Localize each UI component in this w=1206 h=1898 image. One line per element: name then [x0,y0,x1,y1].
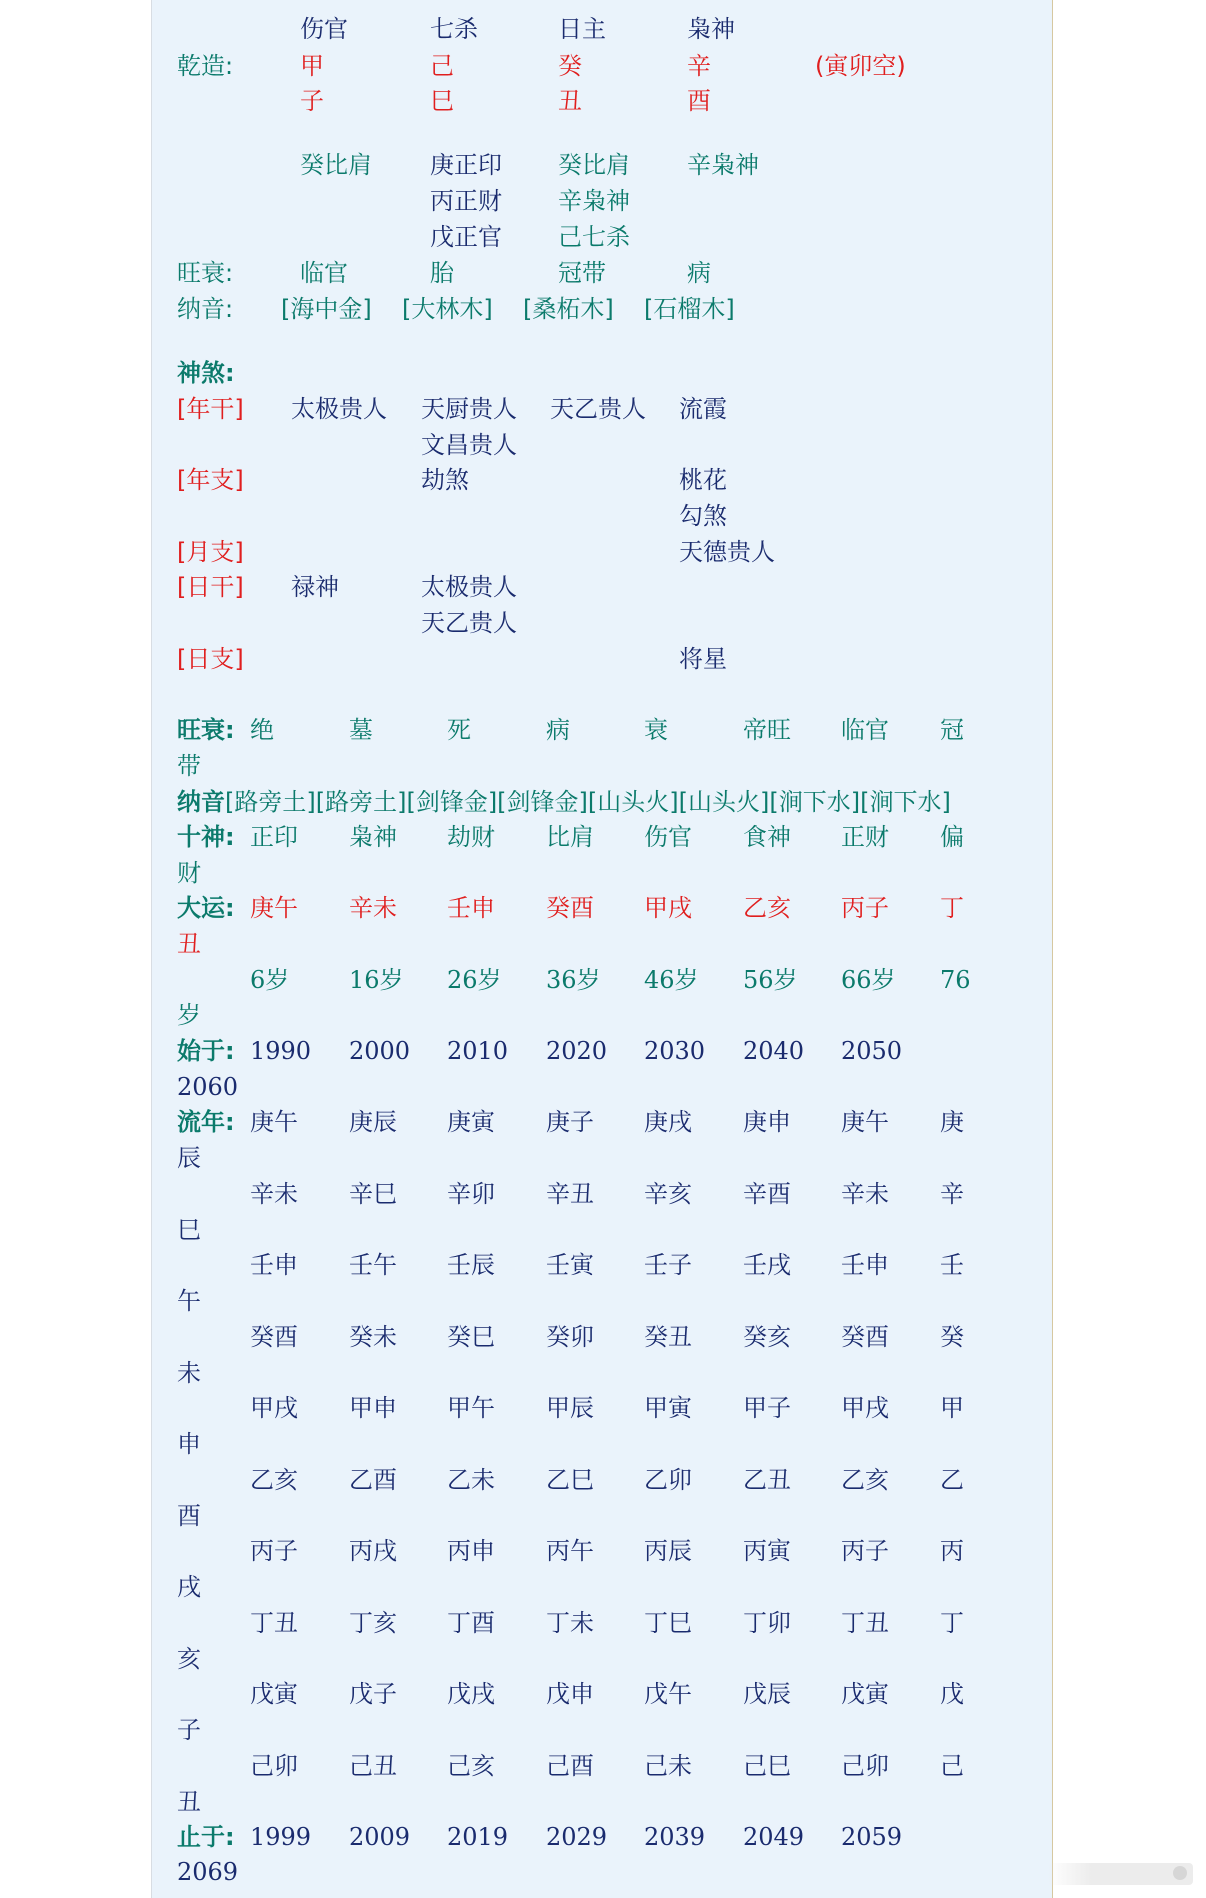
dy-shiyu-cell: 2000 [349,1037,411,1065]
dy-nayin-label: 纳音 [177,788,225,816]
dy-liunian-cell: 乙卯 [644,1465,692,1494]
dy-liunian-cell: 子 [177,1716,201,1744]
dy-liunian-cell: 庚午 [250,1108,298,1136]
dy-wangshuai-label: 旺衰: [177,716,235,744]
dy-liunian-cell: 己巳 [743,1751,791,1780]
watermark-icon [1173,1866,1187,1880]
dy-shiyu-cell: 1990 [250,1037,312,1065]
dy-shishen-cell: 劫财 [447,823,495,851]
dy-zhiyu-cell: 2019 [447,1823,509,1851]
dy-zhiyu-cell: 1999 [250,1823,312,1851]
shensha-item: 天德贵人 [679,538,775,566]
canggan-item: 癸比肩 [300,151,372,179]
dy-dayun-cell: 甲戌 [644,894,692,922]
dy-liunian-label: 流年: [177,1108,235,1136]
shensha-item: 太极贵人 [291,395,387,423]
dy-dayun-cell: 癸酉 [546,894,594,922]
dy-liunian-cell: 戊午 [644,1680,692,1708]
dy-liunian-cell: 酉 [177,1501,201,1530]
canggan-item: 戊正官 [430,223,502,251]
dy-wangshuai-cell: 冠 [940,716,964,744]
pillar-gan: 辛 [687,52,711,80]
dy-liunian-cell: 乙 [940,1465,964,1494]
shensha-item: 文昌贵人 [421,431,517,459]
dy-wangshuai-cell: 衰 [644,716,668,744]
dy-liunian-cell: 庚戌 [644,1108,692,1136]
dy-shishen-cell: 财 [177,859,201,887]
dy-zhiyu-label: 止于: [177,1823,235,1851]
dy-wangshuai-cell: 临官 [841,716,889,744]
dy-liunian-cell: 庚辰 [349,1108,397,1136]
dy-liunian-cell: 甲戌 [841,1394,889,1422]
dy-liunian-cell: 丁卯 [743,1608,791,1637]
dy-dayun-cell: 乙亥 [743,894,791,922]
canggan-item: 癸比肩 [558,151,630,179]
dy-liunian-cell: 午 [177,1287,201,1315]
dy-liunian-cell: 戊寅 [841,1680,889,1708]
dy-wangshuai-cell: 死 [447,716,471,744]
dy-liunian-cell: 壬申 [250,1251,298,1279]
pillar-shishen: 伤官 [300,15,348,43]
dy-liunian-cell: 戊寅 [250,1680,298,1708]
dy-zhiyu-cell: 2029 [546,1823,608,1851]
dy-shishen-cell: 偏 [940,823,964,851]
shensha-row-label: [月支] [177,538,244,566]
dy-liunian-cell: 己未 [644,1751,692,1780]
dy-liunian-cell: 丁丑 [841,1608,889,1637]
dy-liunian-cell: 丙子 [841,1537,889,1565]
dy-liunian-cell: 亥 [177,1644,201,1673]
shensha-item: 桃花 [679,466,727,494]
dy-liunian-cell: 庚子 [546,1108,594,1136]
dy-wangshuai-cell: 墓 [349,716,373,744]
shensha-row-label: [日支] [177,645,244,673]
dy-liunian-cell: 戊辰 [743,1680,791,1708]
dy-wangshuai-cell: 带 [177,752,201,780]
dy-liunian-cell: 辛未 [841,1179,889,1208]
dy-liunian-cell: 甲子 [743,1394,791,1422]
dy-liunian-cell: 丁巳 [644,1608,692,1637]
dy-shiyu-cell: 2060 [177,1073,239,1101]
pillar-gan: 甲 [300,52,324,80]
dy-zhiyu-cell: 2009 [349,1823,411,1851]
dy-liunian-cell: 丁酉 [447,1608,495,1637]
dy-shiyu-cell: 2020 [546,1037,608,1065]
dy-liunian-cell: 辛丑 [546,1179,594,1208]
shensha-row-label: [年干] [177,395,244,423]
dy-liunian-cell: 丁丑 [250,1608,298,1637]
dy-liunian-cell: 戊申 [546,1680,594,1708]
dy-liunian-cell: 壬戌 [743,1251,791,1279]
dy-shishen-cell: 食神 [743,823,791,851]
dy-liunian-cell: 甲午 [447,1394,495,1422]
dy-shiyu-cell: 2050 [841,1037,903,1065]
dy-age-cell: 16岁 [349,966,404,994]
dy-age-cell: 66岁 [841,966,896,994]
wangshuai-value: 胎 [430,259,454,287]
dy-liunian-cell: 丙申 [447,1537,495,1565]
dy-age-cell: 46岁 [644,966,699,994]
dy-liunian-cell: 庚午 [841,1108,889,1136]
pillar-shishen: 七杀 [430,15,478,43]
dy-liunian-cell: 癸未 [349,1322,397,1351]
dy-liunian-cell: 癸巳 [447,1322,495,1351]
dy-nayin-line: [路旁土][路旁土][剑锋金][剑锋金][山头火][山头火][涧下水][涧下水] [225,788,951,816]
dy-liunian-cell: 辛未 [250,1179,298,1208]
dy-shishen-cell: 枭神 [349,823,397,851]
shensha-item: 禄神 [291,573,339,601]
pillar-zhi: 酉 [687,87,711,115]
dy-shiyu-label: 始于: [177,1037,235,1065]
pillar-gan: 癸 [558,52,582,80]
dy-liunian-cell: 壬寅 [546,1251,594,1279]
dy-shiyu-cell: 2040 [743,1037,805,1065]
dy-liunian-cell: 乙亥 [250,1465,298,1494]
dy-liunian-cell: 己丑 [349,1751,397,1780]
dy-wangshuai-cell: 帝旺 [743,716,791,744]
pillar-shishen: 枭神 [687,15,735,43]
dy-liunian-cell: 甲寅 [644,1394,692,1422]
dy-age-cell: 26岁 [447,966,502,994]
dy-liunian-cell: 壬 [940,1251,964,1279]
dy-liunian-cell: 辛酉 [743,1179,791,1208]
dy-liunian-cell: 乙未 [447,1465,495,1494]
dy-age-cell: 6岁 [250,966,290,994]
shensha-item: 劫煞 [421,466,469,494]
dy-liunian-cell: 己卯 [250,1751,298,1780]
wangshuai-label: 旺衰: [177,259,234,287]
wangshuai-value: 临官 [300,259,348,287]
dy-liunian-cell: 丙子 [250,1537,298,1565]
dy-age-cell: 56岁 [743,966,798,994]
canggan-item: 辛枭神 [687,151,759,179]
dy-shishen-cell: 比肩 [546,823,594,851]
dy-shishen-cell: 正财 [841,823,889,851]
dy-liunian-cell: 甲申 [349,1394,397,1422]
shensha-item: 天乙贵人 [421,609,517,637]
dy-dayun-cell: 丑 [177,930,201,958]
dy-shishen-cell: 正印 [250,823,298,851]
nayin-value: [海中金] [281,295,372,323]
dy-age-cell: 36岁 [546,966,601,994]
dy-dayun-cell: 丙子 [841,894,889,922]
nayin-label: 纳音: [177,295,234,323]
dy-liunian-cell: 壬午 [349,1251,397,1279]
dy-liunian-cell: 辛巳 [349,1179,397,1208]
dy-age-cell: 岁 [177,1001,201,1029]
dy-liunian-cell: 乙巳 [546,1465,594,1494]
dy-liunian-cell: 丙辰 [644,1537,692,1565]
qianzao-label: 乾造: [177,52,234,80]
dy-dayun-cell: 庚午 [250,894,298,922]
dy-liunian-cell: 癸卯 [546,1322,594,1351]
dy-liunian-cell: 甲辰 [546,1394,594,1422]
canggan-item: 辛枭神 [558,187,630,215]
dy-liunian-cell: 戊子 [349,1680,397,1708]
dy-liunian-cell: 戌 [177,1573,201,1601]
watermark-logo [1048,1863,1193,1885]
dy-liunian-cell: 壬子 [644,1251,692,1279]
dy-shiyu-cell: 2010 [447,1037,509,1065]
dy-dayun-label: 大运: [177,894,235,922]
dy-zhiyu-cell: 2039 [644,1823,706,1851]
pillar-zhi: 巳 [430,87,454,115]
pillar-gan: 己 [430,52,454,80]
dy-liunian-cell: 庚申 [743,1108,791,1136]
dy-liunian-cell: 丁 [940,1608,964,1637]
dy-wangshuai-cell: 绝 [250,716,274,744]
dy-liunian-cell: 庚寅 [447,1108,495,1136]
pillar-zhi: 丑 [558,87,582,115]
dy-liunian-cell: 乙酉 [349,1465,397,1494]
dy-liunian-cell: 丁未 [546,1608,594,1637]
shensha-row-label: [年支] [177,466,244,494]
dy-liunian-cell: 丙 [940,1537,964,1565]
pillar-shishen: 日主 [558,15,606,43]
dy-zhiyu-cell: 2059 [841,1823,903,1851]
shensha-item: 将星 [679,645,727,673]
nayin-value: [石榴木] [644,295,735,323]
dy-liunian-cell: 癸酉 [250,1322,298,1351]
dy-liunian-cell: 甲戌 [250,1394,298,1422]
dy-liunian-cell: 辛卯 [447,1179,495,1208]
dy-liunian-cell: 辰 [177,1144,201,1172]
dy-dayun-cell: 辛未 [349,894,397,922]
pillar-zhi: 子 [300,87,324,115]
dy-zhiyu-cell: 2049 [743,1823,805,1851]
dy-liunian-cell: 乙丑 [743,1465,791,1494]
dy-shishen-cell: 伤官 [644,823,692,851]
dy-liunian-cell: 戊戌 [447,1680,495,1708]
shensha-item: 太极贵人 [421,573,517,601]
shensha-item: 天厨贵人 [421,395,517,423]
dy-liunian-cell: 己亥 [447,1751,495,1780]
dy-liunian-cell: 癸酉 [841,1322,889,1351]
dy-liunian-cell: 申 [177,1430,201,1458]
shensha-item: 流霞 [679,395,727,423]
dy-liunian-cell: 戊 [940,1680,964,1708]
dy-liunian-cell: 壬辰 [447,1251,495,1279]
dy-liunian-cell: 辛亥 [644,1179,692,1208]
dy-liunian-cell: 己酉 [546,1751,594,1780]
canggan-item: 丙正财 [430,187,502,215]
dy-shishen-label: 十神: [177,823,235,851]
dy-liunian-cell: 癸亥 [743,1322,791,1351]
wangshuai-value: 病 [687,259,711,287]
dy-liunian-cell: 辛 [940,1179,964,1208]
dy-liunian-cell: 巳 [177,1215,201,1244]
shensha-row-label: [日干] [177,573,244,601]
dy-shiyu-cell: 2030 [644,1037,706,1065]
dy-liunian-cell: 壬申 [841,1251,889,1279]
dy-liunian-cell: 丁亥 [349,1608,397,1637]
dy-liunian-cell: 丙寅 [743,1537,791,1565]
nayin-value: [大林木] [402,295,493,323]
canggan-item: 庚正印 [430,151,502,179]
kongwang: (寅卯空) [815,52,906,80]
dy-liunian-cell: 己 [940,1751,964,1780]
dy-liunian-cell: 癸 [940,1322,964,1351]
dy-liunian-cell: 丙戌 [349,1537,397,1565]
dy-liunian-cell: 未 [177,1358,201,1387]
canggan-item: 己七杀 [558,223,630,251]
shensha-item: 天乙贵人 [550,395,646,423]
dy-liunian-cell: 乙亥 [841,1465,889,1494]
shensha-title: 神煞: [177,359,235,387]
dy-liunian-cell: 己卯 [841,1751,889,1780]
dy-liunian-cell: 庚 [940,1108,964,1136]
dy-liunian-cell: 癸丑 [644,1322,692,1351]
dy-liunian-cell: 丑 [177,1787,201,1816]
dy-zhiyu-cell: 2069 [177,1858,239,1886]
nayin-value: [桑柘木] [523,295,614,323]
dy-dayun-cell: 壬申 [447,894,495,922]
dy-dayun-cell: 丁 [940,894,964,922]
dy-liunian-cell: 甲 [940,1394,964,1422]
wangshuai-value: 冠带 [558,259,606,287]
dy-wangshuai-cell: 病 [546,716,570,744]
dy-liunian-cell: 丙午 [546,1537,594,1565]
dy-age-cell: 76 [940,966,971,994]
shensha-item: 勾煞 [679,502,727,530]
